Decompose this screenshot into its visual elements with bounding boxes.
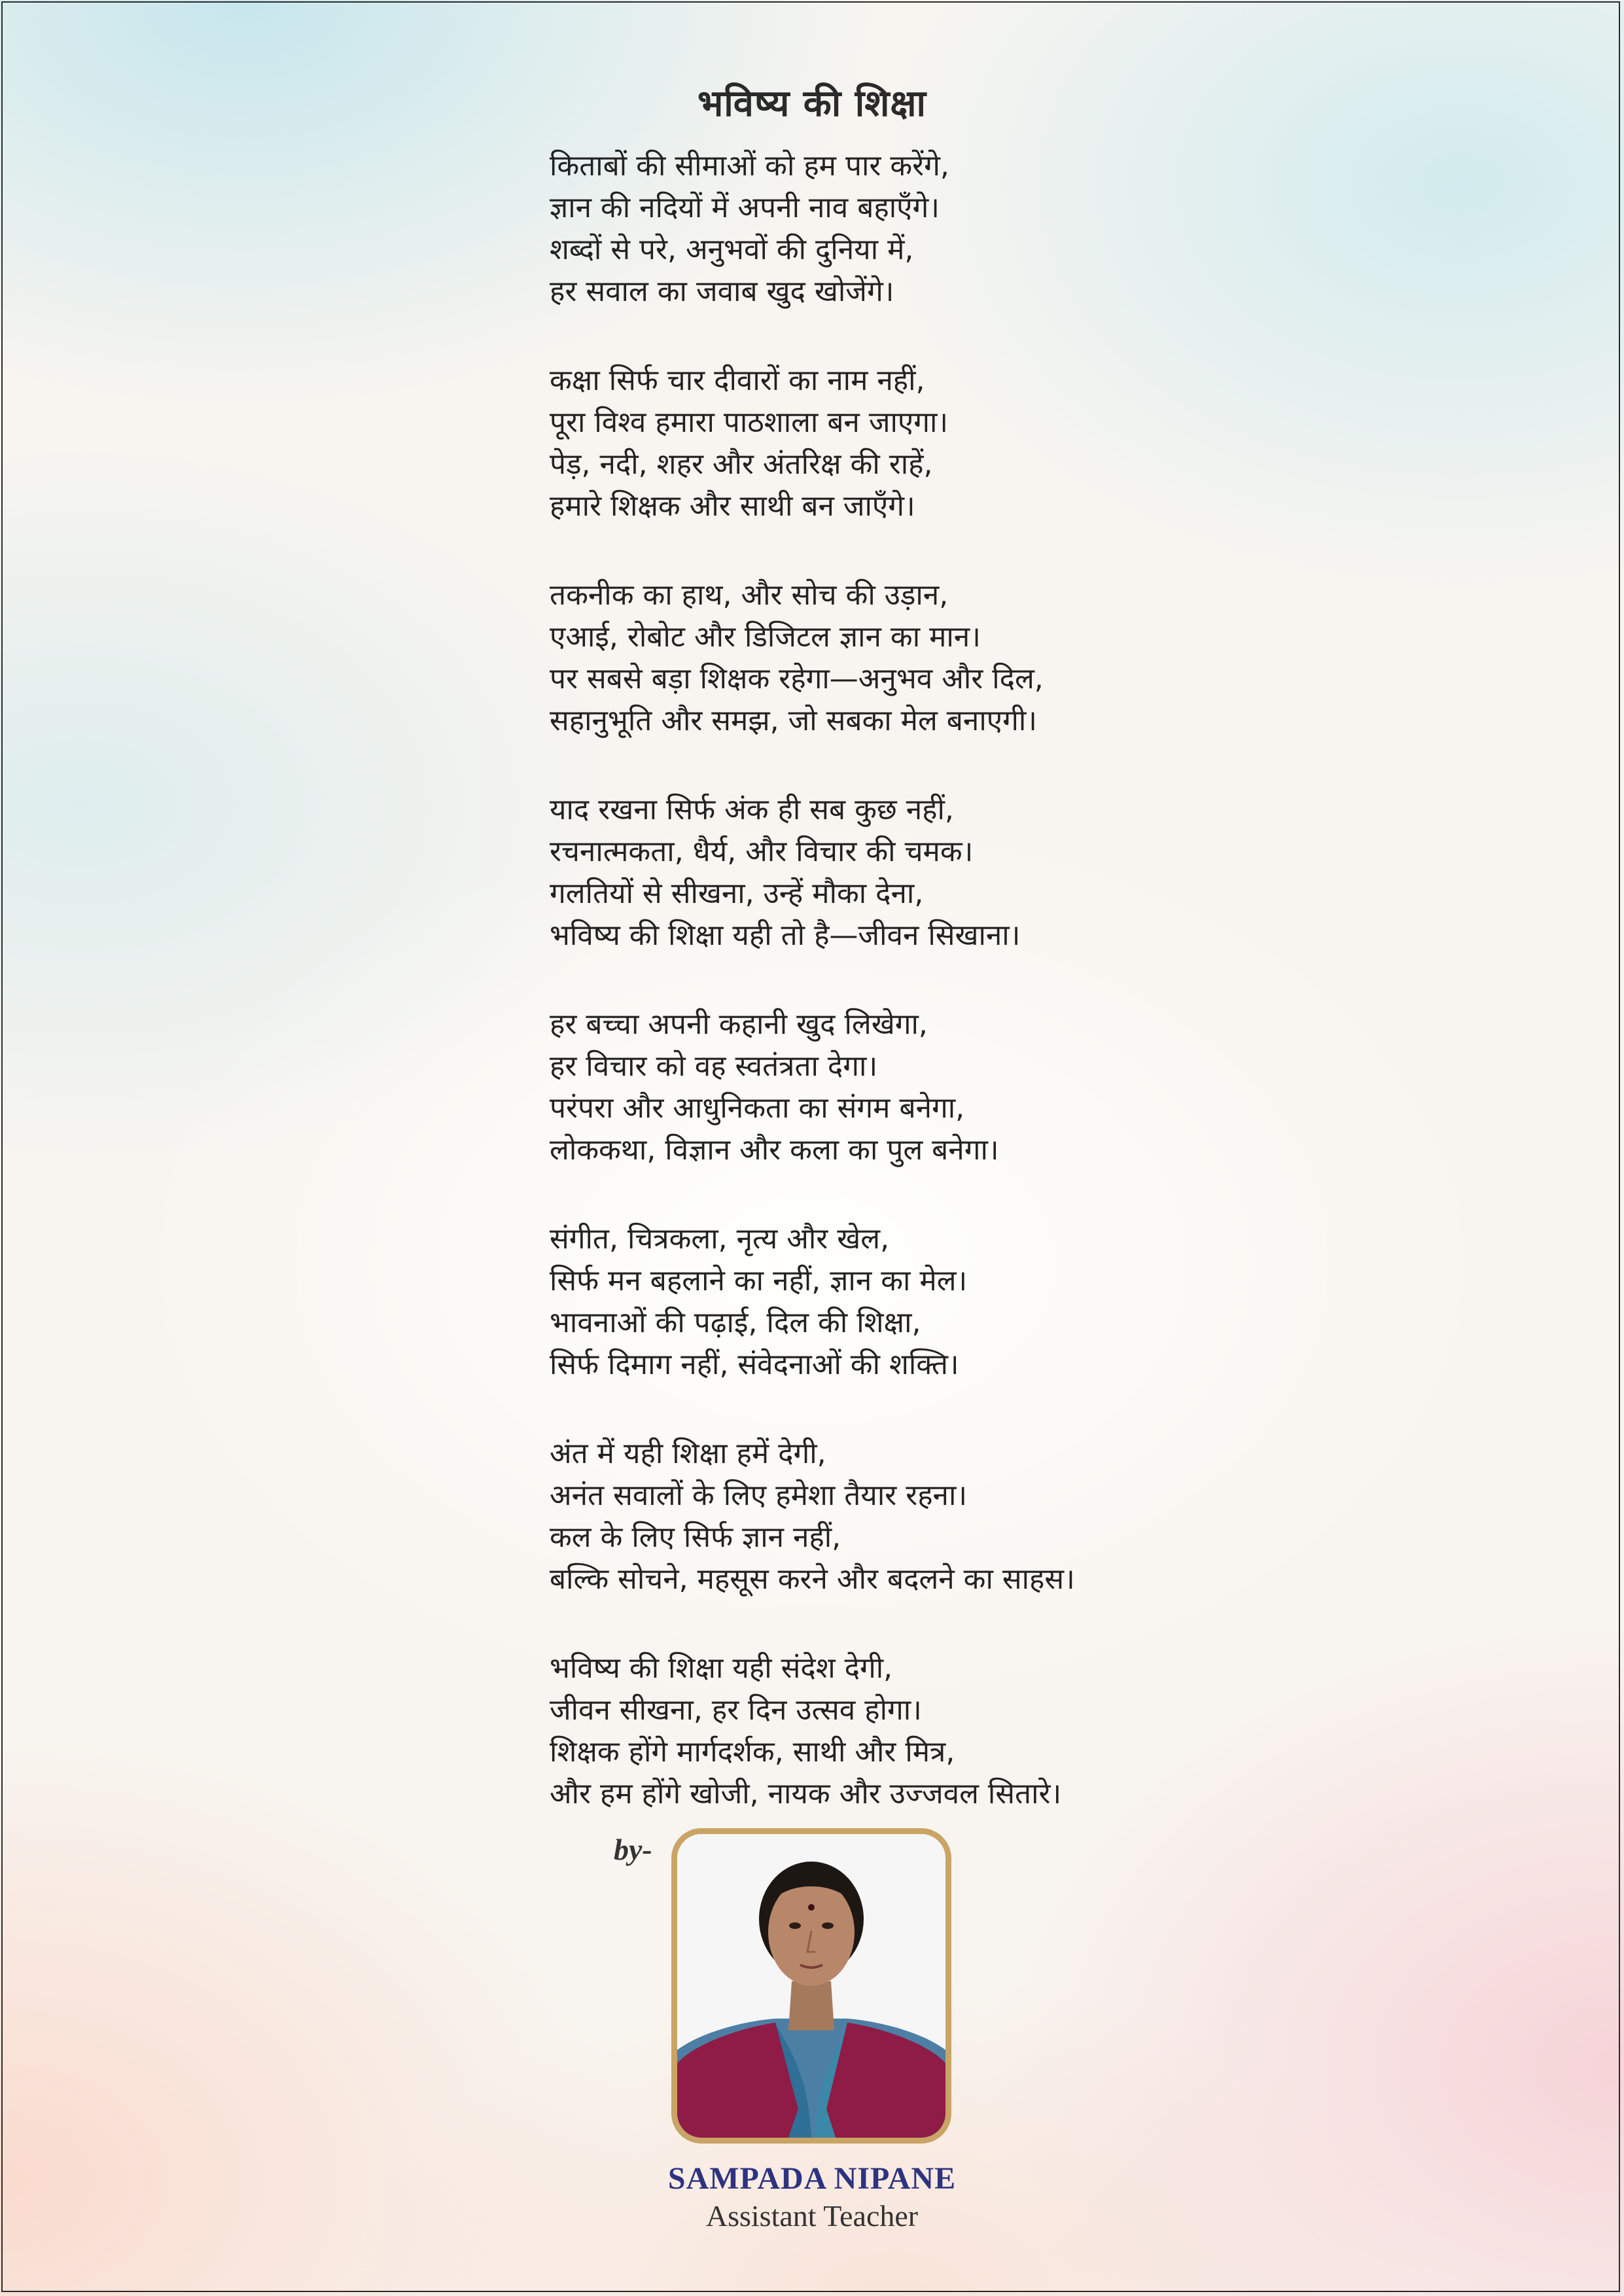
author-name: SAMPADA NIPANE [667, 2161, 957, 2196]
poem-line: जीवन सीखना, हर दिन उत्सव होगा। [550, 1693, 922, 1727]
stanza [550, 1004, 1368, 1171]
poem-line: हर बच्चा अपनी कहानी खुद लिखेगा, [550, 1008, 928, 1041]
byline: by- [614, 1833, 652, 1866]
stanza [550, 574, 1368, 742]
poem-line: सहानुभूति और समझ, जो सबका मेल बनाएगी। [550, 704, 1037, 737]
poem-line: गलतियों से सीखना, उन्हें मौका देना, [550, 877, 924, 910]
poem-line: हर विचार को वह स्वतंत्रता देगा। [550, 1050, 878, 1083]
stanza [550, 789, 1368, 957]
poem-line: भविष्य की शिक्षा यही संदेश देगी, [550, 1651, 893, 1685]
poem-line: हमारे शिक्षक और साथी बन जाएँगे। [550, 489, 915, 523]
poem-line: पर सबसे बड़ा शिक्षक रहेगा—अनुभव और दिल, [550, 662, 1044, 696]
poem-line: भविष्य की शिक्षा यही तो है—जीवन सिखाना। [550, 919, 1021, 952]
stanza [550, 145, 1368, 313]
poem-line: कल के लिए सिर्फ ज्ञान नहीं, [550, 1521, 841, 1554]
author-photo [671, 1828, 951, 2144]
poem-line: किताबों की सीमाओं को हम पार करेंगे, [550, 149, 949, 183]
poem-line: तकनीक का हाथ, और सोच की उड़ान, [550, 578, 949, 612]
poem-line: हर सवाल का जवाब खुद खोजेंगे। [550, 275, 894, 308]
poem-line: संगीत, चित्रकला, नृत्य और खेल, [550, 1222, 890, 1256]
poem-line: बल्कि सोचने, महसूस करने और बदलने का साहस। [550, 1563, 1075, 1596]
poem-line: और हम होंगे खोजी, नायक और उज्जवल सितारे। [550, 1777, 1062, 1810]
poem-line: अनंत सवालों के लिए हमेशा तैयार रहना। [550, 1479, 968, 1512]
poem-line: पूरा विश्व हमारा पाठशाला बन जाएगा। [550, 406, 949, 439]
poem-line: शिक्षक होंगे मार्गदर्शक, साथी और मित्र, [550, 1735, 955, 1769]
poem-line: कक्षा सिर्फ चार दीवारों का नाम नहीं, [550, 364, 925, 397]
poem-line: याद रखना सिर्फ अंक ही सब कुछ नहीं, [550, 793, 954, 826]
poem-line: अंत में यही शिक्षा हमें देगी, [550, 1437, 826, 1470]
poem-line: लोककथा, विज्ञान और कला का पुल बनेगा। [550, 1133, 999, 1167]
poem-line: एआई, रोबोट और डिजिटल ज्ञान का मान। [550, 620, 981, 654]
poem-line: पेड़, नदी, शहर और अंतरिक्ष की राहें, [550, 448, 933, 481]
poem-line: शब्दों से परे, अनुभवों की दुनिया में, [550, 233, 914, 266]
stanza [550, 1648, 1368, 1815]
stanza [550, 360, 1368, 527]
stanza [550, 1433, 1368, 1600]
poem-line: भावनाओं की पढ़ाई, दिल की शिक्षा, [550, 1306, 921, 1339]
poem-body [550, 145, 1368, 1862]
poem-line: सिर्फ मन बहलाने का नहीं, ज्ञान का मेल। [550, 1264, 968, 1298]
poem-line: सिर्फ दिमाग नहीं, संवेदनाओं की शक्ति। [550, 1348, 959, 1381]
poem-line: परंपरा और आधुनिकता का संगम बनेगा, [550, 1091, 965, 1125]
author-portrait-image [677, 1834, 945, 2138]
author-role: Assistant Teacher [705, 2199, 919, 2233]
poem-title: भविष्य की शिक्षा [697, 82, 927, 125]
poem-line: रचनात्मकता, धैर्य, और विचार की चमक। [550, 835, 974, 868]
poem-line: ज्ञान की नदियों में अपनी नाव बहाएँगे। [550, 191, 940, 224]
stanza [550, 1218, 1368, 1386]
